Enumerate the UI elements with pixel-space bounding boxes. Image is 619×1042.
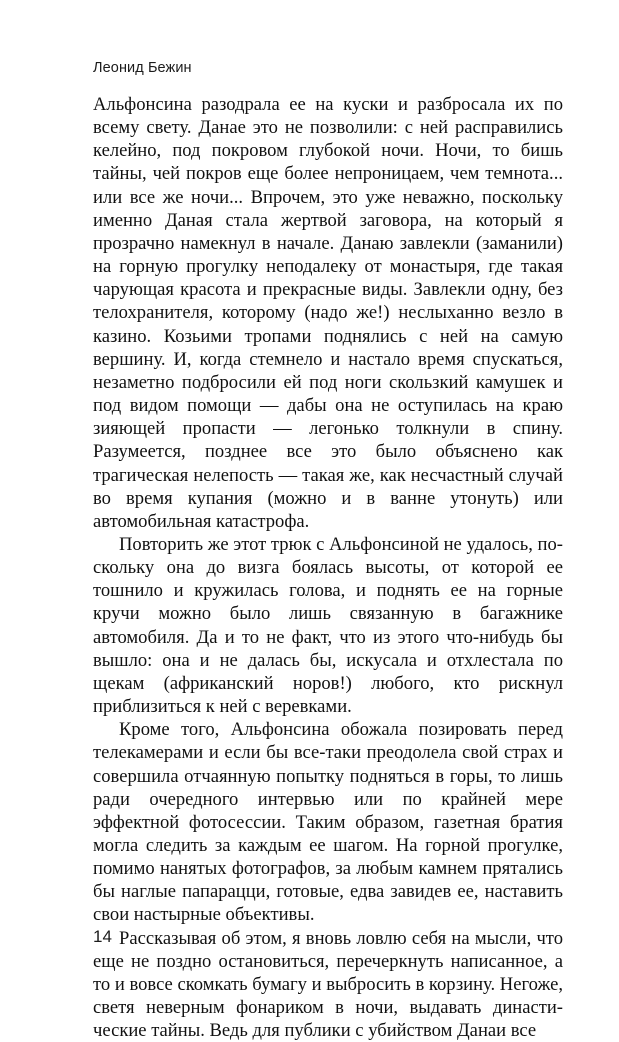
running-header-author: Леонид Бежин	[93, 60, 192, 76]
paragraph-3: Кроме того, Альфонсина обожала позировать перед телекамерами и если бы все-таки преодолела свой страх и совершила отчаянную попытку подняться в горы, то лишь ради очередного интервью или по крайней мере эффектной фотосессии. Таким образом, газетная братия могла следить за каждым ее шагом. На горной прогулке, помимо нанятых фотографов, за любым камнем прятались бы наглые папарацци, готовые, едва завидев ее, наставить свои настырные объективы.	[93, 719, 563, 926]
paragraph-4: Рассказывая об этом, я вновь ловлю себя на мысли, что еще не поздно остановиться, перечеркнуть написанное, а то и вовсе скомкать бумагу и выбросить в корзину. Негоже, светя неверным фонариком в ночи, выдавать династические тайны. Ведь для публики с убийством Данаи все	[93, 927, 563, 1042]
page-body	[93, 93, 563, 1042]
paragraph-2: Повторить же этот трюк с Альфонсиной не удалось, поскольку она до визга боялась высоты, от которой ее тошнило и кружилась голова, и поднять ее на горные кручи можно было лишь связанную в багажнике автомобиля. Да и то не факт, что из этого что-нибудь бы вышло: она и не далась бы, искусала и отхлестала по щекам (африканский норов!) любого, кто рискнул приблизиться к ней с веревками.	[93, 533, 563, 718]
page-number: 14	[93, 927, 112, 946]
paragraph-1: Альфонсина разодрала ее на куски и разбросала их по всему свету. Данае это не позволили: с ней расправились келейно, под покровом глубокой ночи. Ночи, то бишь тайны, чей покров еще более непроницаем, чем темнота... или все же ночи... Впрочем, это уже неважно, поскольку именно Даная стала жертвой заговора, на который я прозрачно намекнул в начале. Данаю завлекли (заманили) на горную прогулку неподалеку от монастыря, где такая чарующая красота и прекрасные виды. Завлекли одну, без телохранителя, которому (надо же!) неслыханно везло в казино. Козьими тропами поднялись с ней на самую вершину. И, когда стемнело и настало время спускаться, незаметно подбросили ей под ноги скользкий камушек и под видом помощи — дабы она не оступилась на краю зияющей пропасти — легонько толкнули в спину. Разумеется, позднее все это было объяснено как трагическая нелепость — такая же, как несчастный случай во время купания (можно и в ванне утонуть) или автомобильная катастрофа.	[93, 94, 563, 532]
